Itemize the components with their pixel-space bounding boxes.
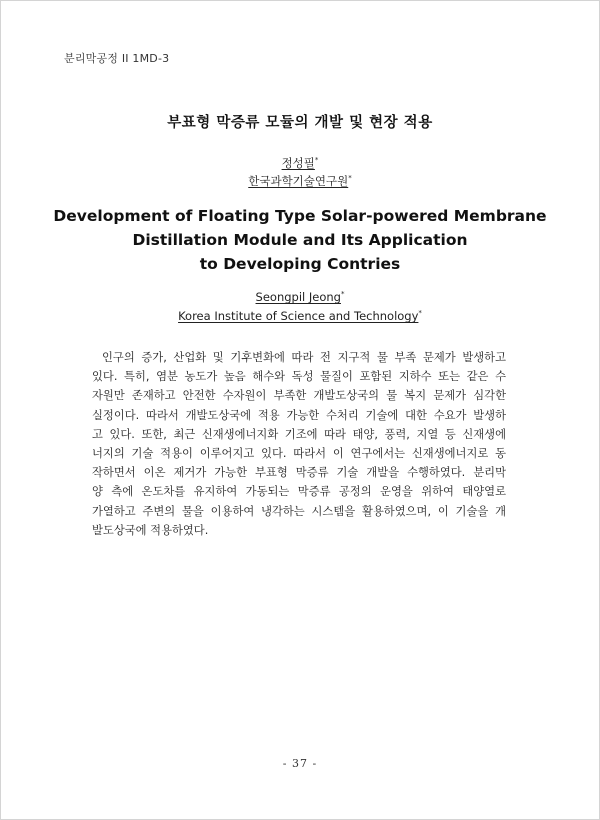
abstract-line-7: 작하면서 이온 제거가 가능한 부표형 막증류 기술 개발을 수행하였다. 분리막 — [92, 466, 506, 480]
running-header: 분리막공정 II 1MD-3 — [64, 52, 170, 65]
english-title — [0, 204, 600, 276]
abstract-line-5: 고 있다. 또한, 최근 신재생에너지화 기조에 따라 태양, 풍력, 지열 등 신재생에 — [92, 427, 506, 441]
abstract-line-4: 실정이다. 따라서 개발도상국에 적용 가능한 수처리 기술에 대한 수요가 발생하 — [92, 408, 506, 422]
abstract-line-3: 자원만 존재하고 안전한 수자원이 부족한 개발도상국의 물 복지 문제가 심각한 — [92, 389, 506, 403]
abstract-body — [92, 348, 506, 540]
english-affiliation-mark: * — [418, 309, 422, 318]
korean-author: 정성필 — [281, 156, 315, 170]
abstract-line-8: 양 측에 온도차를 유지하여 가동되는 막증류 공정의 운영을 위하여 태양열로 — [92, 485, 506, 499]
page-number: - 37 - — [282, 757, 318, 770]
abstract-line-2: 있다. 특히, 염분 농도가 높음 해수와 독성 물질이 포함된 지하수 또는 같은 수 — [92, 370, 506, 384]
abstract-line-1: 인구의 증가, 산업화 및 기후변화에 따라 전 지구적 물 부족 문제가 발생하고 — [102, 351, 506, 364]
korean-author-line — [0, 155, 600, 171]
english-title-line-2: Distillation Module and Its Application — [132, 231, 468, 249]
korean-title: 부표형 막증류 모듈의 개발 및 현장 적용 — [167, 115, 433, 131]
korean-affiliation-mark: * — [348, 174, 352, 183]
abstract-line-6: 너지의 기술 적용이 이루어지고 있다. 따라서 이 연구에서는 신재생에너지로 동 — [92, 446, 506, 460]
english-title-line-3: to Developing Contries — [199, 255, 401, 273]
english-author-line — [0, 290, 600, 304]
english-author: Seongpil Jeong — [255, 290, 341, 304]
english-affiliation: Korea Institute of Science and Technology — [178, 309, 419, 323]
abstract-line-10: 발도상국에 적용하였다. — [92, 523, 209, 537]
english-title-line-1: Development of Floating Type Solar-powered Membrane — [53, 207, 547, 225]
korean-affiliation: 한국과학기술연구원 — [248, 174, 349, 188]
korean-affiliation-line — [0, 173, 600, 189]
korean-author-mark: * — [314, 156, 319, 165]
abstract-line-9: 가열하고 주변의 물을 이용하여 냉각하는 시스템을 활용하였으며, 이 기술을 개 — [92, 504, 506, 518]
english-affiliation-line — [0, 309, 600, 323]
english-author-mark: * — [340, 290, 345, 299]
